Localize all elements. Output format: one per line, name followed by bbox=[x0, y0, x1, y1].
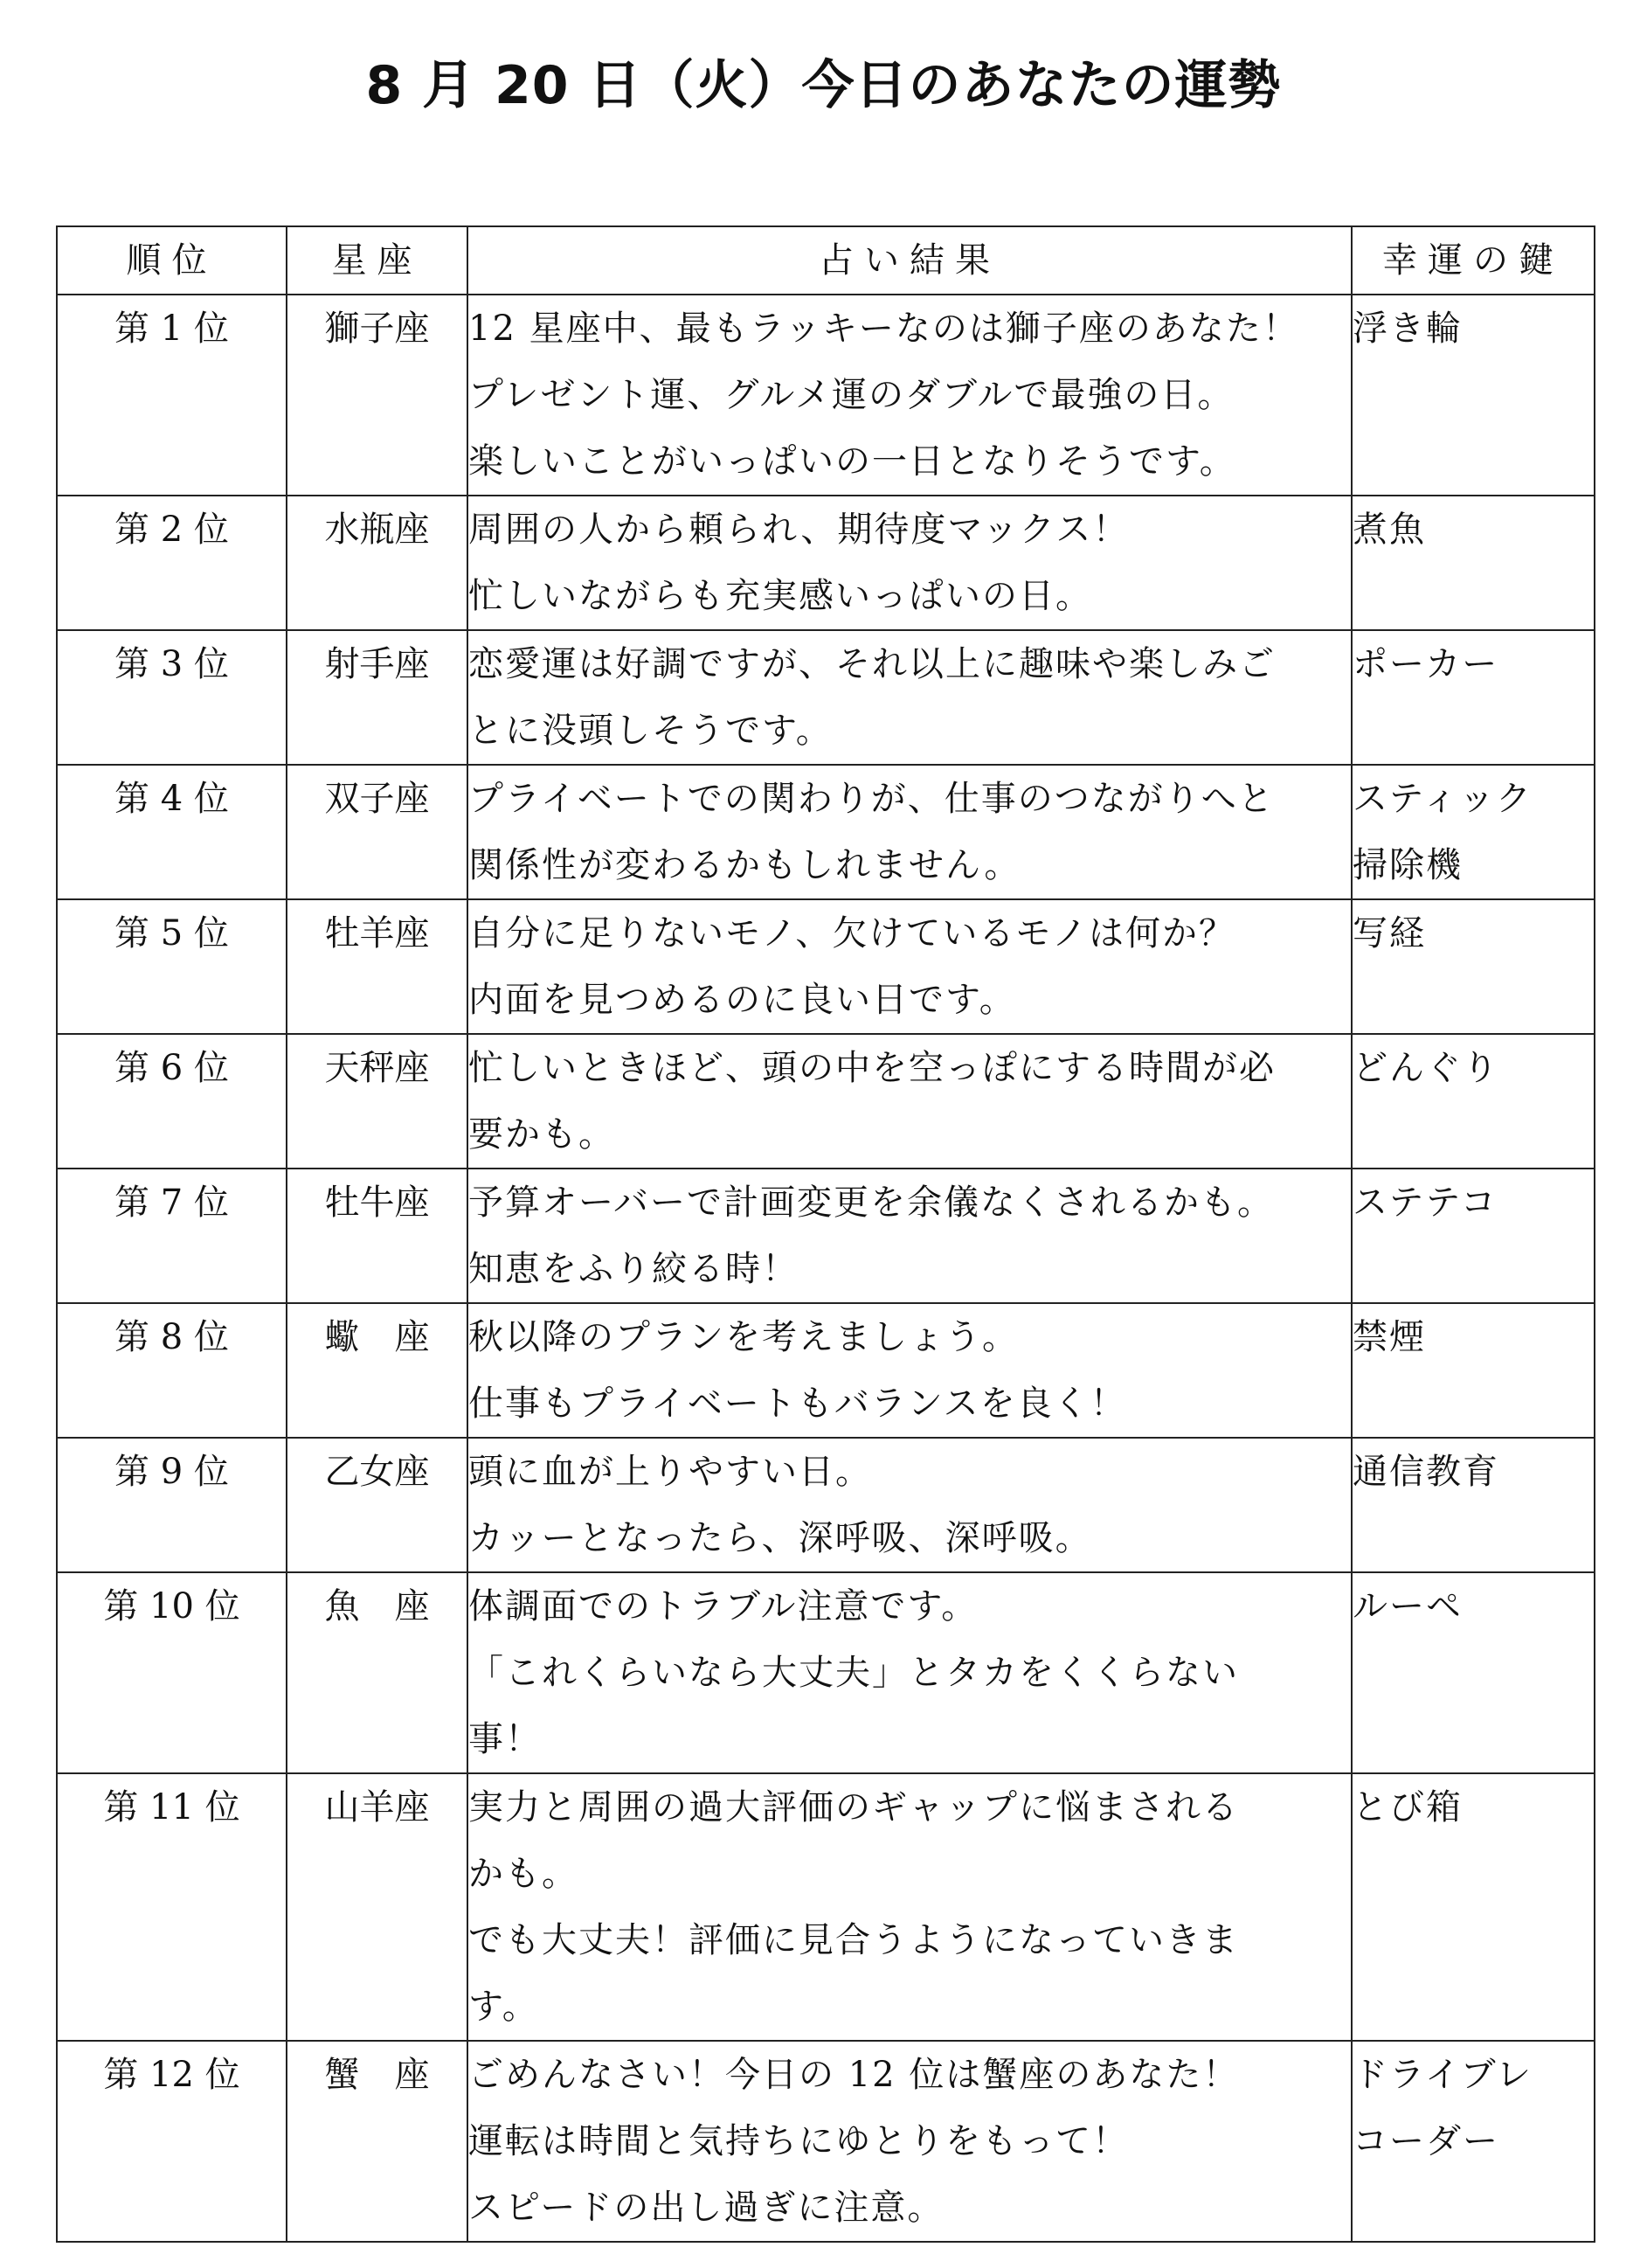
result-cell: プライベートでの関わりが、仕事のつながりへと 関係性が変わるかもしれません。 bbox=[467, 765, 1352, 899]
table-row bbox=[57, 496, 1595, 630]
sign-cell: 魚座 bbox=[287, 1572, 467, 1773]
lucky-key-cell: ポーカー bbox=[1352, 630, 1595, 765]
sign-cell: 双子座 bbox=[287, 765, 467, 899]
sign-cell: 蠍座 bbox=[287, 1303, 467, 1438]
lucky-key-cell: スティック 掃除機 bbox=[1352, 765, 1595, 899]
table-row bbox=[57, 1034, 1595, 1169]
lucky-key-cell: ドライブレ コーダー bbox=[1352, 2041, 1595, 2242]
rank-cell: 第 3 位 bbox=[57, 630, 287, 765]
rank-cell: 第 1 位 bbox=[57, 295, 287, 496]
rank-cell: 第 9 位 bbox=[57, 1438, 287, 1572]
lucky-key-cell: とび箱 bbox=[1352, 1773, 1595, 2041]
lucky-key-cell: ステテコ bbox=[1352, 1169, 1595, 1303]
header-lucky-key: 幸運の鍵 bbox=[1352, 226, 1595, 295]
result-cell: 周囲の人から頼られ、期待度マックス！ 忙しいながらも充実感いっぱいの日。 bbox=[467, 496, 1352, 630]
table-row bbox=[57, 765, 1595, 899]
rank-cell: 第 4 位 bbox=[57, 765, 287, 899]
result-cell: 秋以降のプランを考えましょう。 仕事もプライベートもバランスを良く！ bbox=[467, 1303, 1352, 1438]
result-cell: 予算オーバーで計画変更を余儀なくされるかも。 知恵をふり絞る時！ bbox=[467, 1169, 1352, 1303]
header-rank: 順位 bbox=[57, 226, 287, 295]
table-row bbox=[57, 1773, 1595, 2041]
table-row bbox=[57, 1303, 1595, 1438]
fortune-table bbox=[56, 225, 1595, 2243]
sign-cell: 射手座 bbox=[287, 630, 467, 765]
table-row bbox=[57, 2041, 1595, 2242]
rank-cell: 第 12 位 bbox=[57, 2041, 287, 2242]
result-cell: 自分に足りないモノ、欠けているモノは何か？ 内面を見つめるのに良い日です。 bbox=[467, 899, 1352, 1034]
sign-cell: 牡羊座 bbox=[287, 899, 467, 1034]
table-row bbox=[57, 630, 1595, 765]
table-row bbox=[57, 295, 1595, 496]
lucky-key-cell: どんぐり bbox=[1352, 1034, 1595, 1169]
header-sign: 星座 bbox=[287, 226, 467, 295]
sign-cell: 山羊座 bbox=[287, 1773, 467, 2041]
lucky-key-cell: 通信教育 bbox=[1352, 1438, 1595, 1572]
lucky-key-cell: 煮魚 bbox=[1352, 496, 1595, 630]
sign-cell: 天秤座 bbox=[287, 1034, 467, 1169]
sign-cell: 乙女座 bbox=[287, 1438, 467, 1572]
header-result: 占い結果 bbox=[467, 226, 1352, 295]
rank-cell: 第 11 位 bbox=[57, 1773, 287, 2041]
table-header-row bbox=[57, 226, 1595, 295]
result-cell: ごめんなさい！今日の 12 位は蟹座のあなた！ 運転は時間と気持ちにゆとりをもって！ スピードの出し過ぎに注意。 bbox=[467, 2041, 1352, 2242]
sign-cell: 水瓶座 bbox=[287, 496, 467, 630]
table-row bbox=[57, 1169, 1595, 1303]
sign-cell: 獅子座 bbox=[287, 295, 467, 496]
sign-cell: 蟹座 bbox=[287, 2041, 467, 2242]
lucky-key-cell: ルーペ bbox=[1352, 1572, 1595, 1773]
rank-cell: 第 2 位 bbox=[57, 496, 287, 630]
sign-cell: 牡牛座 bbox=[287, 1169, 467, 1303]
rank-cell: 第 7 位 bbox=[57, 1169, 287, 1303]
table-row bbox=[57, 1572, 1595, 1773]
page-title: 8 月 20 日（火）今日のあなたの運勢 bbox=[365, 55, 1282, 116]
lucky-key-cell: 写経 bbox=[1352, 899, 1595, 1034]
rank-cell: 第 8 位 bbox=[57, 1303, 287, 1438]
result-cell: 12 星座中、最もラッキーなのは獅子座のあなた！ プレゼント運、グルメ運のダブルで最強の日。 楽しいことがいっぱいの一日となりそうです。 bbox=[467, 295, 1352, 496]
result-cell: 恋愛運は好調ですが、それ以上に趣味や楽しみご とに没頭しそうです。 bbox=[467, 630, 1352, 765]
rank-cell: 第 10 位 bbox=[57, 1572, 287, 1773]
result-cell: 実力と周囲の過大評価のギャップに悩まされる かも。 でも大丈夫！評価に見合うようになっていきま す。 bbox=[467, 1773, 1352, 2041]
result-cell: 体調面でのトラブル注意です。 「これくらいなら大丈夫」とタカをくくらない 事！ bbox=[467, 1572, 1352, 1773]
lucky-key-cell: 禁煙 bbox=[1352, 1303, 1595, 1438]
result-cell: 忙しいときほど、頭の中を空っぽにする時間が必 要かも。 bbox=[467, 1034, 1352, 1169]
lucky-key-cell: 浮き輪 bbox=[1352, 295, 1595, 496]
result-cell: 頭に血が上りやすい日。 カッーとなったら、深呼吸、深呼吸。 bbox=[467, 1438, 1352, 1572]
table-row bbox=[57, 899, 1595, 1034]
rank-cell: 第 6 位 bbox=[57, 1034, 287, 1169]
rank-cell: 第 5 位 bbox=[57, 899, 287, 1034]
table-row bbox=[57, 1438, 1595, 1572]
